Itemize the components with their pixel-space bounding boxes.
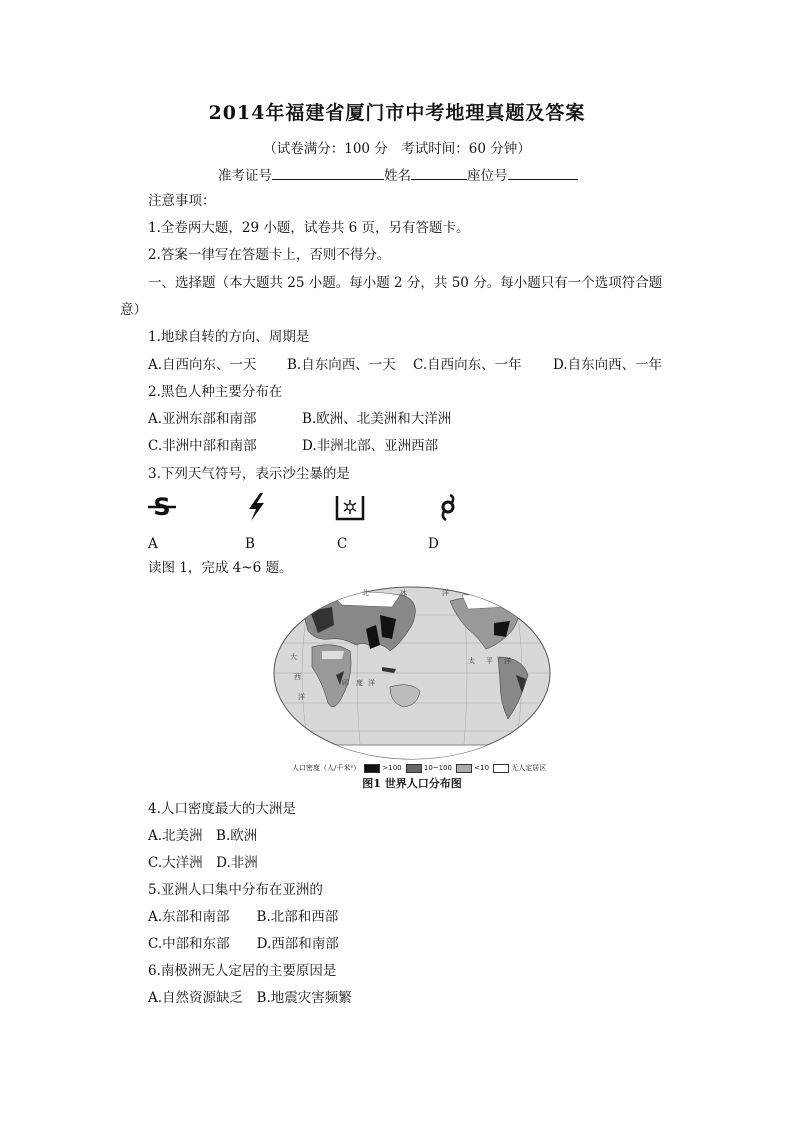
svg-text:西: 西 bbox=[294, 673, 301, 681]
legend-label: >100 bbox=[382, 764, 402, 772]
page-title: 2014年福建省厦门市中考地理真题及答案 bbox=[208, 102, 586, 124]
map-instruction: 读图 1，完成 4~6 题。 bbox=[148, 560, 293, 576]
legend-swatch bbox=[456, 764, 472, 773]
sandstorm-symbol-icon bbox=[146, 492, 178, 522]
snow-symbol-icon bbox=[335, 494, 365, 522]
lightning-symbol-icon bbox=[244, 492, 268, 522]
svg-text:洋: 洋 bbox=[298, 693, 305, 701]
svg-text:度: 度 bbox=[356, 679, 363, 687]
svg-text:太: 太 bbox=[468, 657, 475, 665]
question-stem: 4.人口密度最大的大洲是 bbox=[148, 801, 296, 817]
option-b: B.欧洲、北美洲和大洋洲 bbox=[302, 411, 452, 427]
seat-field bbox=[508, 165, 578, 180]
svg-text:洋: 洋 bbox=[442, 589, 449, 597]
notice-item: 2.答案一律写在答题卡上，否则不得分。 bbox=[148, 247, 391, 263]
svg-text:印: 印 bbox=[342, 679, 349, 687]
question-stem: 5.亚洲人口集中分布在亚洲的 bbox=[148, 882, 323, 898]
option-b: B.自东向西、一天 bbox=[287, 357, 396, 373]
map-legend bbox=[292, 763, 546, 773]
question-stem: 6.南极洲无人定居的主要原因是 bbox=[148, 963, 337, 979]
question-stem: 3.下列天气符号，表示沙尘暴的是 bbox=[148, 466, 350, 482]
exam-info: （试卷满分：100 分 考试时间：60 分钟） bbox=[263, 141, 531, 157]
svg-text:洋: 洋 bbox=[504, 657, 511, 665]
symbol-label-b: B bbox=[245, 536, 255, 552]
svg-text:冰: 冰 bbox=[400, 589, 407, 597]
legend-swatch bbox=[406, 764, 422, 773]
options-ab: A.东部和南部 B.北部和西部 bbox=[148, 909, 339, 925]
options-cd: C.大洋洲 D.非洲 bbox=[148, 855, 258, 871]
legend-label: 10~100 bbox=[423, 764, 453, 772]
section-heading: 一、选择题（本大题共 25 小题。每小题 2 分，共 50 分。每小题只有一个选项符合题 bbox=[148, 275, 663, 291]
options-ab: A.自然资源缺乏 B.地震灾害频繁 bbox=[148, 990, 352, 1006]
option-c: C.自西向东、一年 bbox=[413, 357, 522, 373]
option-a: A.自西向东、一天 bbox=[148, 357, 257, 373]
svg-text:平: 平 bbox=[486, 657, 493, 665]
typhoon-symbol-icon bbox=[437, 494, 459, 522]
name-field bbox=[411, 165, 467, 180]
exam-number-field bbox=[272, 165, 384, 180]
figure-caption: 图1 世界人口分布图 bbox=[362, 777, 462, 790]
world-map-image bbox=[272, 585, 552, 765]
legend-label: 无人定居区 bbox=[511, 764, 547, 772]
options-cd: C.中部和东部 D.西部和南部 bbox=[148, 936, 339, 952]
exam-number-label: 准考证号 bbox=[218, 168, 272, 184]
options-ab: A.北美洲 B.欧洲 bbox=[148, 828, 258, 844]
notice-heading: 注意事项： bbox=[148, 193, 216, 209]
candidate-info-row bbox=[218, 165, 578, 185]
legend-title: 人口密度（人/千米²） bbox=[292, 764, 361, 772]
section-heading-cont: 意） bbox=[120, 302, 147, 318]
option-c: C.非洲中部和南部 bbox=[148, 438, 257, 454]
legend-swatch bbox=[493, 764, 509, 773]
svg-text:大: 大 bbox=[290, 653, 297, 661]
symbol-label-c: C bbox=[337, 536, 348, 552]
svg-text:S: S bbox=[153, 493, 171, 521]
legend-swatch bbox=[364, 764, 380, 773]
world-population-map bbox=[272, 585, 552, 795]
question-stem: 2.黑色人种主要分布在 bbox=[148, 384, 283, 400]
legend-label: <10 bbox=[474, 764, 490, 772]
symbol-label-a: A bbox=[148, 536, 158, 552]
option-d: D.自东向西、一年 bbox=[553, 357, 663, 373]
option-a: A.亚洲东部和南部 bbox=[148, 411, 257, 427]
option-d: D.非洲北部、亚洲西部 bbox=[302, 438, 439, 454]
question-stem: 1.地球自转的方向、周期是 bbox=[148, 329, 310, 345]
svg-text:北: 北 bbox=[362, 589, 369, 597]
name-label: 姓名 bbox=[384, 168, 411, 184]
seat-label: 座位号 bbox=[467, 168, 508, 184]
notice-item: 1.全卷两大题，29 小题，试卷共 6 页，另有答题卡。 bbox=[148, 220, 470, 236]
symbol-label-d: D bbox=[428, 536, 439, 552]
svg-text:洋: 洋 bbox=[368, 679, 375, 687]
